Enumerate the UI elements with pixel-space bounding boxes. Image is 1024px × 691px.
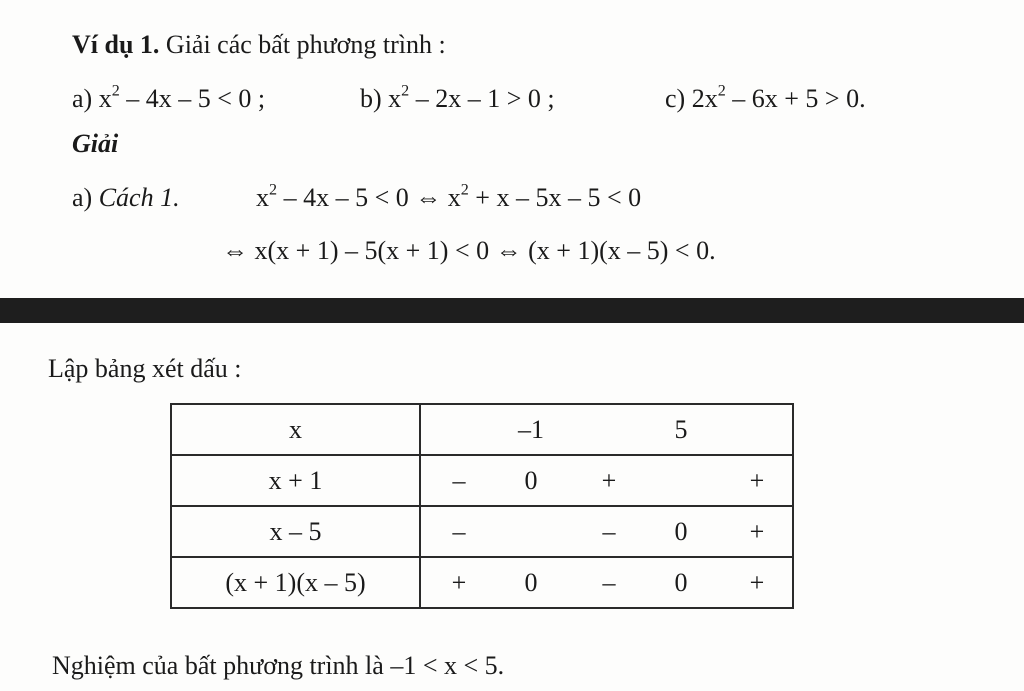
example-title: Ví dụ 1. bbox=[72, 30, 160, 59]
sign-cell: 0 bbox=[524, 567, 538, 597]
problem-a: a) $x^2 - 4x - 5 < 0$ ; bbox=[72, 82, 266, 113]
sign-table-row bbox=[171, 506, 793, 557]
sign-table-header-row bbox=[171, 404, 793, 455]
sign-cell: – bbox=[452, 465, 466, 495]
sign-cell: – bbox=[452, 516, 466, 546]
sign-cell: 0 bbox=[674, 516, 688, 546]
sign-cell: – bbox=[602, 516, 616, 546]
example-heading bbox=[72, 30, 446, 60]
sign-cell: 0 bbox=[524, 465, 538, 495]
solution-heading: Giải bbox=[72, 129, 119, 158]
header-label: x bbox=[171, 404, 420, 455]
row-label: (x + 1)(x – 5) bbox=[171, 557, 420, 608]
dark-divider-band bbox=[0, 298, 1024, 323]
sign-table-row bbox=[171, 455, 793, 506]
critical-point: 5 bbox=[674, 414, 688, 444]
sign-table bbox=[170, 403, 794, 609]
sign-cell: 0 bbox=[674, 567, 688, 597]
table-intro: Lập bảng xét dấu : bbox=[48, 354, 242, 383]
solution-step-1: $x^2 - 4x - 5 < 0$ ⇔ $x^2 + x - 5x - 5 < 0$ bbox=[256, 181, 642, 212]
problem-c: c) $2x^2 - 6x + 5 > 0$. bbox=[665, 82, 866, 113]
row-label: x + 1 bbox=[171, 455, 420, 506]
sign-cell: + bbox=[749, 465, 765, 495]
problem-b: b) $x^2 - 2x - 1 > 0$ ; bbox=[360, 82, 555, 113]
sign-cell: + bbox=[451, 567, 467, 597]
sign-cell: + bbox=[749, 516, 765, 546]
sign-table-row bbox=[171, 557, 793, 608]
conclusion: Nghiệm của bất phương trình là –1 < x < 5. bbox=[52, 651, 505, 680]
sign-cell: + bbox=[749, 567, 765, 597]
example-prompt: Giải các bất phương trình : bbox=[165, 30, 446, 59]
sign-cell: + bbox=[601, 465, 617, 495]
sign-cell: – bbox=[602, 567, 616, 597]
top-page-section bbox=[0, 0, 1024, 298]
row-label: x – 5 bbox=[171, 506, 420, 557]
part-a-label: a) Cách 1. bbox=[72, 183, 180, 212]
solution-step-2: ⇔ x(x + 1) – 5(x + 1) < 0 ⇔ (x + 1)(x – 5) < 0. bbox=[222, 236, 716, 265]
critical-point: –1 bbox=[518, 414, 544, 444]
